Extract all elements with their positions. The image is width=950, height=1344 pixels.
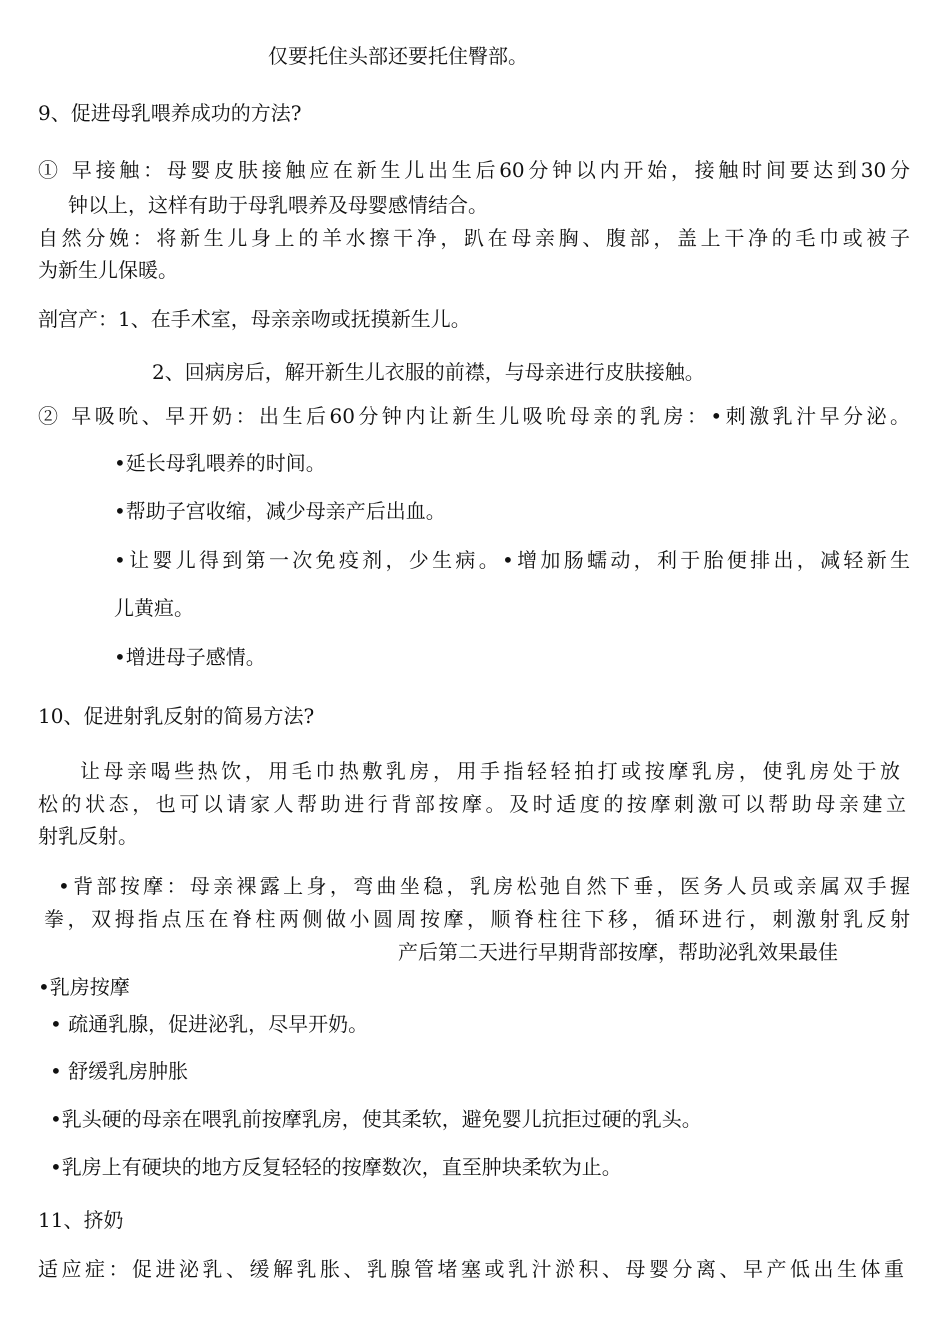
text-line: ① 早接触：母婴皮肤接触应在新生儿出生后60分钟以内开始，接触时间要达到30分: [38, 158, 910, 182]
text-line: ② 早吸吮、早开奶：出生后60分钟内让新生儿吸吮母亲的乳房：•刺激乳汁早分泌。: [38, 404, 910, 428]
text-line: 射乳反射。: [38, 824, 138, 848]
text-line: 2、回病房后，解开新生儿衣服的前襟，与母亲进行皮肤接触。: [152, 360, 705, 384]
text-line: 适应症：促进泌乳、缓解乳胀、乳腺管堵塞或乳汁淤积、母婴分离、早产低出生体重: [38, 1257, 904, 1281]
list-item: •帮助子宫收缩，减少母亲产后出血。: [114, 499, 446, 523]
text-line: 仅要托住头部还要托住臀部。: [268, 44, 528, 68]
section-heading-10: 10、促进射乳反射的简易方法?: [38, 704, 315, 728]
text-line: 拳，双拇指点压在脊柱两侧做小圆周按摩，顺脊柱往下移，循环进行，刺激射乳反射: [44, 907, 910, 931]
list-item: •乳房按摩: [38, 975, 130, 999]
list-item: •延长母乳喂养的时间。: [114, 451, 326, 475]
list-item: •乳头硬的母亲在喂乳前按摩乳房，使其柔软，避免婴儿抗拒过硬的乳头。: [50, 1107, 702, 1131]
text-line: 松的状态，也可以请家人帮助进行背部按摩。及时适度的按摩刺激可以帮助母亲建立: [38, 792, 906, 816]
text-line: 产后第二天进行早期背部按摩，帮助泌乳效果最佳: [398, 940, 838, 964]
list-item: • 舒缓乳房肿胀: [50, 1059, 189, 1083]
list-item: •背部按摩：母亲裸露上身，弯曲坐稳，乳房松弛自然下垂，医务人员或亲属双手握: [58, 874, 910, 898]
list-item: • 疏通乳腺，促进泌乳，尽早开奶。: [50, 1012, 369, 1036]
list-item: •乳房上有硬块的地方反复轻轻的按摩数次，直至肿块柔软为止。: [50, 1155, 622, 1179]
list-item: •让婴儿得到第一次免疫剂，少生病。•增加肠蠕动，利于胎便排出，减轻新生: [114, 548, 910, 572]
text-line: 钟以上，这样有助于母乳喂养及母婴感情结合。: [68, 193, 488, 217]
text-line: 儿黄疸。: [114, 596, 194, 620]
text-line: 自然分娩：将新生儿身上的羊水擦干净，趴在母亲胸、腹部，盖上干净的毛巾或被子: [38, 226, 910, 250]
text-line: 让母亲喝些热饮，用毛巾热敷乳房，用手指轻轻拍打或按摩乳房，使乳房处于放: [80, 759, 900, 783]
text-line: 为新生儿保暖。: [38, 258, 178, 282]
text-line: 剖宫产：1、在手术室，母亲亲吻或抚摸新生儿。: [38, 307, 471, 331]
section-heading-9: 9、促进母乳喂养成功的方法?: [38, 101, 302, 125]
list-item: •增进母子感情。: [114, 645, 266, 669]
section-heading-11: 11、挤奶: [38, 1208, 124, 1232]
